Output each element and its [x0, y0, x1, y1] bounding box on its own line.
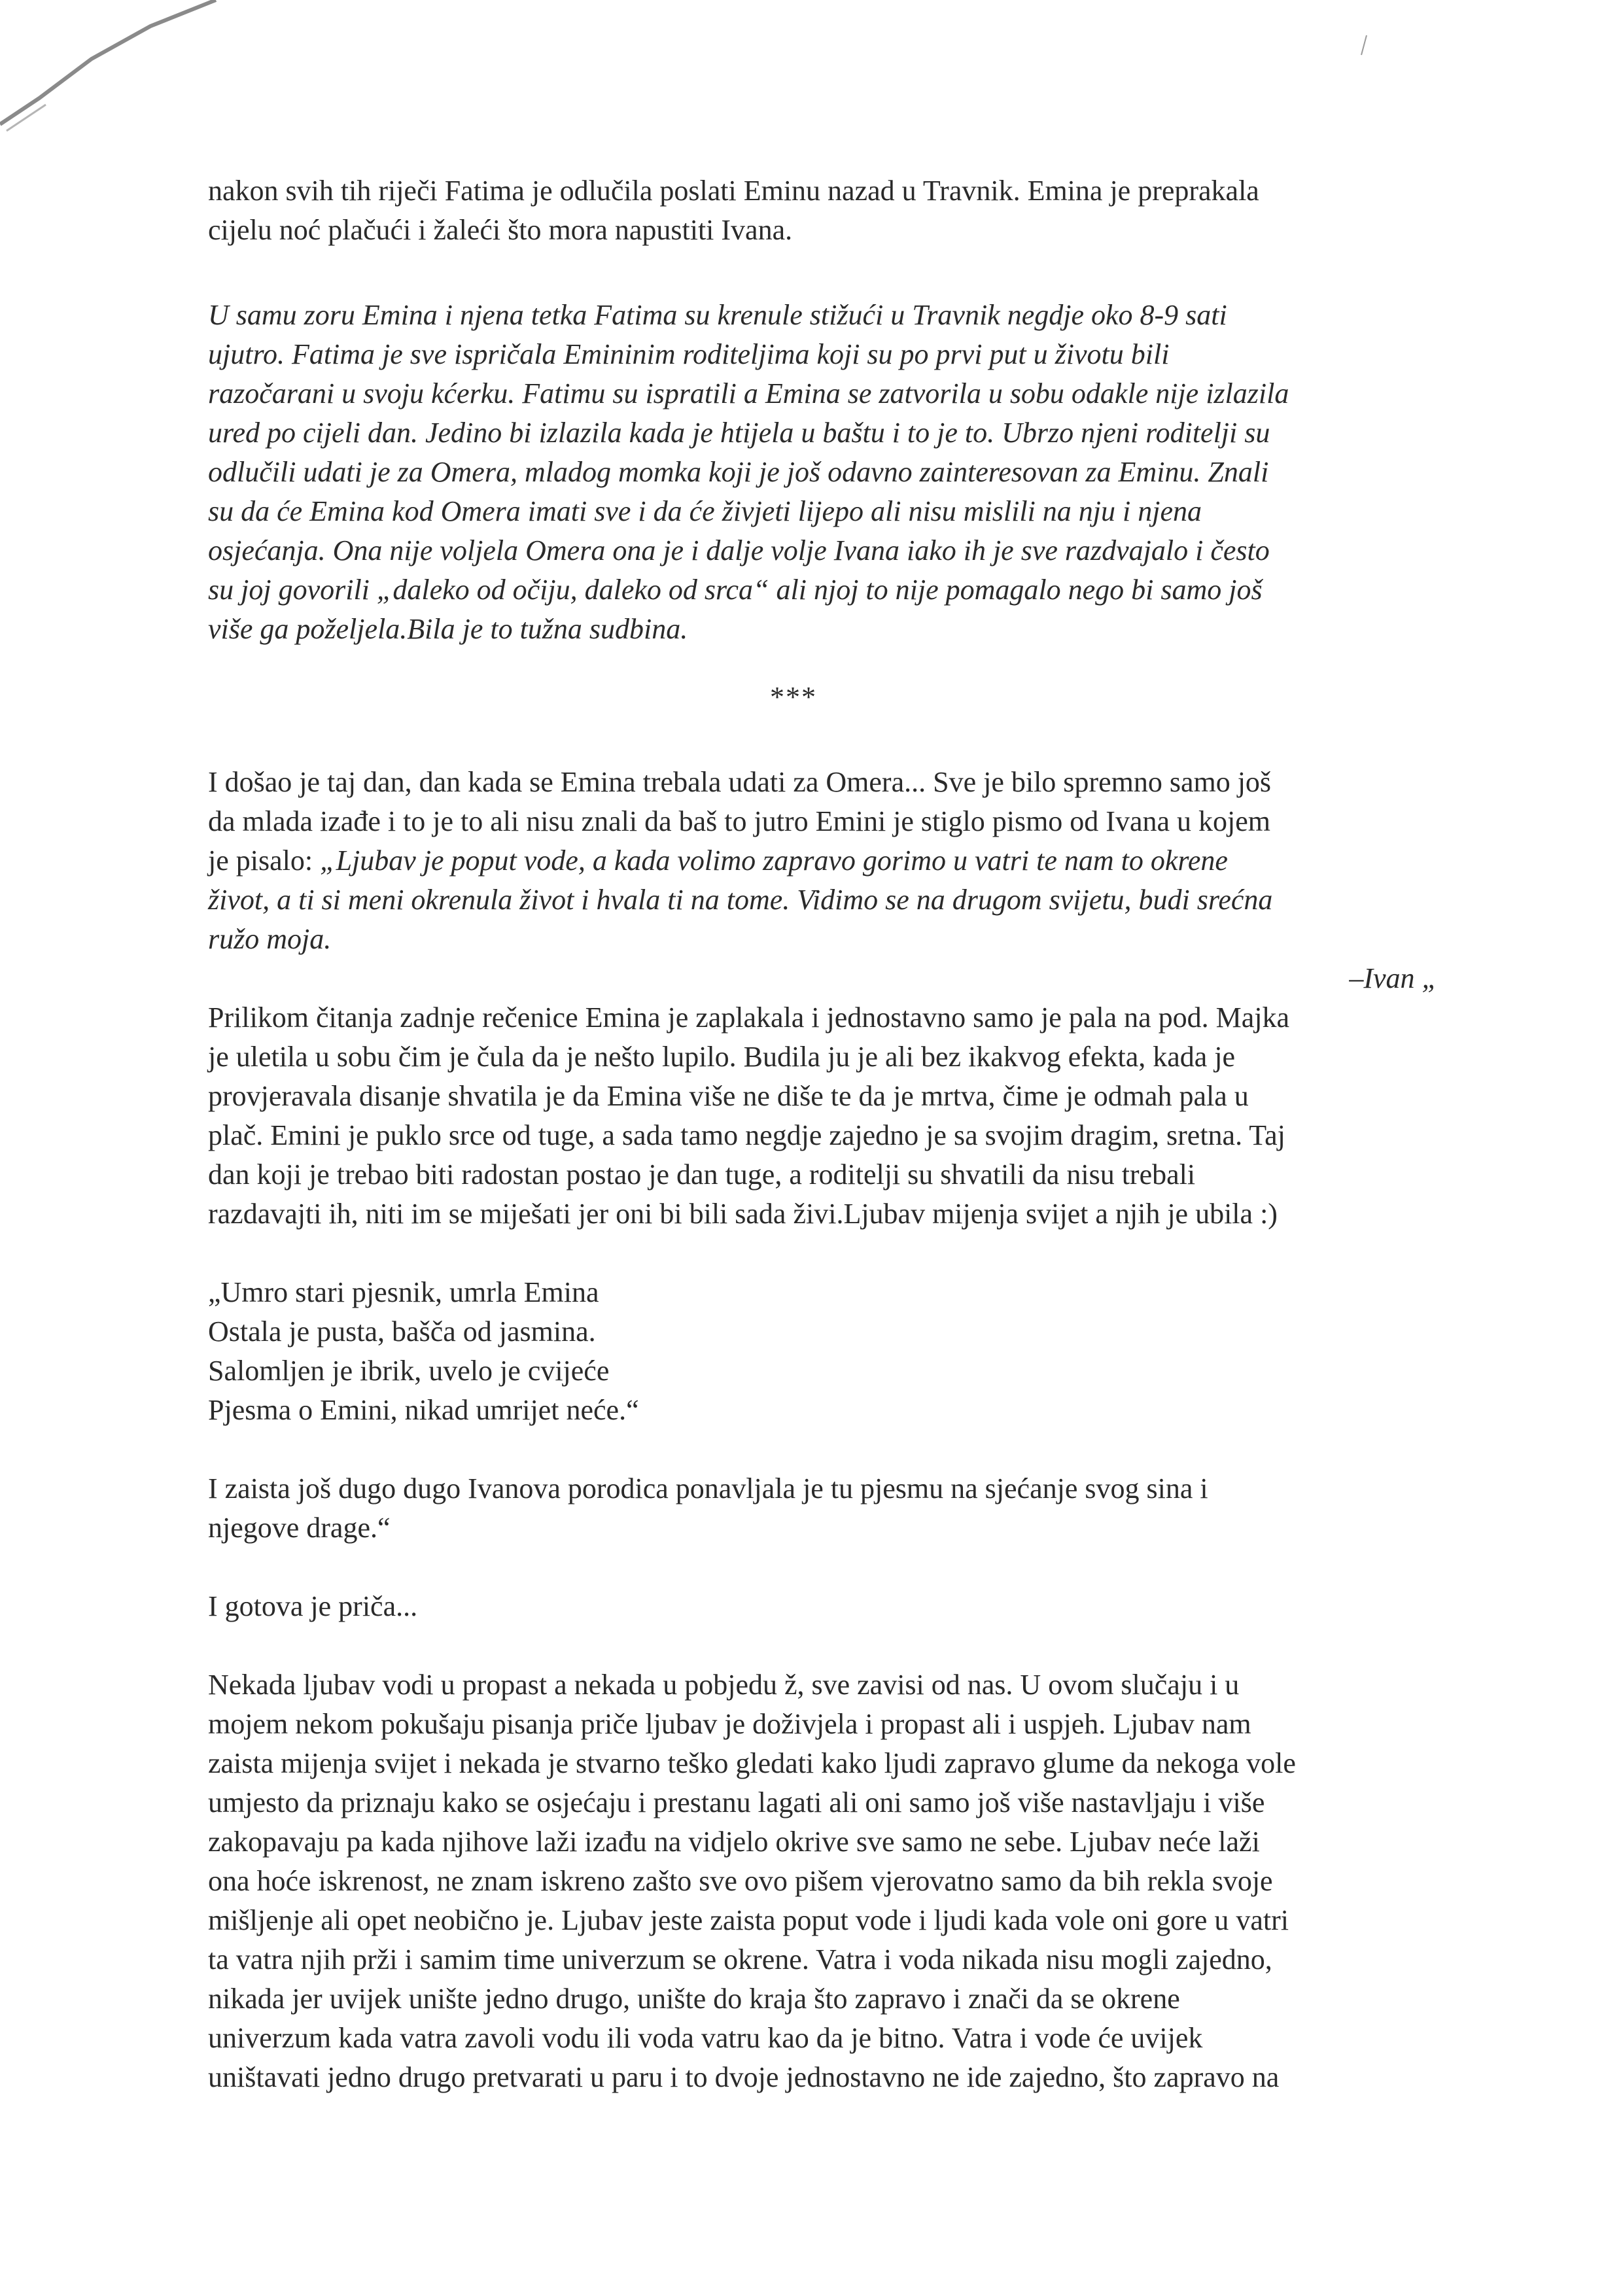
paragraph-3-intro: I došao je taj dan, dan kada se Emina trebala udati za Omera... Sve je bilo spremno samo još da mlada izađe i to je to ali nisu znali da baš to jutro Emini je stiglo pismo od Ivana u kojem je pisalo:	[208, 766, 1272, 877]
letter-quote: „Ljubav je poput vode, a kada volimo zapravo gorimo u vatri te nam to okrene život, a ti si meni okrenula život i hvala ti na tome. Vidimo se na drugom svijetu, budi srećna ružo moja.	[208, 844, 1273, 955]
spacer	[208, 649, 1438, 678]
spacer	[208, 1626, 1438, 1665]
paragraph-5: I zaista još dugo dugo Ivanova porodica ponavljala je tu pjesmu na sjećanje svog sina i njegove drage.“	[208, 1472, 1208, 1544]
spacer	[208, 717, 1438, 763]
document-body	[208, 171, 1438, 2097]
spacer	[208, 1430, 1438, 1469]
spacer	[208, 250, 1438, 296]
section-separator: ***	[770, 681, 817, 713]
spacer	[208, 1234, 1438, 1273]
pencil-mark-icon	[1357, 33, 1370, 59]
paragraph-4: Prilikom čitanja zadnje rečenice Emina je zaplakala i jednostavno samo je pala na pod. Majka je uletila u sobu čim je čula da je nešto lupilo. Budila ju je ali bez ikakvog efekta, kada je provjeravala disanje shvatila je da Emina više ne diše te da je mrtva, čime je odmah pala u plač. Emini je puklo srce od tuge, a sada tamo negdje zajedno je sa svojim dragim, sretna. Taj dan koji je trebao biti radostan postao je dan tuge, a roditelji su shvatili da nisu trebali razdavajti ih, niti im se miješati jer oni bi bili sada živi.Ljubav mijenja svijet a njih je ubila :)	[208, 1001, 1290, 1230]
poem: „Umro stari pjesnik, umrla Emina Ostala je pusta, bašča od jasmina. Salomljen je ibrik, uvelo je cvijeće Pjesma o Emini, nikad umrijet neće.“	[208, 1276, 639, 1426]
paragraph-1: nakon svih tih riječi Fatima je odlučila poslati Eminu nazad u Travnik. Emina je preprakala cijelu noć plačući i žaleći što mora napustiti Ivana.	[208, 175, 1259, 246]
spacer	[208, 1548, 1438, 1587]
letter-signature: –Ivan „	[1349, 962, 1438, 994]
paragraph-6: I gotova je priča...	[208, 1590, 418, 1622]
paragraph-3	[208, 763, 1438, 959]
scan-edge-line-icon	[0, 0, 275, 157]
paragraph-7: Nekada ljubav vodi u propast a nekada u pobjedu ž, sve zavisi od nas. U ovom slučaju i u mojem nekom pokušaju pisanja priče ljubav je doživjela i propast ali i uspjeh. Ljubav nam zaista mijenja svijet i nekada je stvarno teško gledati kako ljudi zapravo glume da nekoga vole umjesto da priznaju kako se osjećaju i prestanu lagati ali oni samo još više nastavljaju i više zakopavaju pa kada njihove laži izađu na vidjelo okrive sve samo ne sebe. Ljubav neće laži ona hoće iskrenost, ne znam iskreno zašto sve ovo pišem vjerovatno samo da bih rekla svoje mišljenje ali opet neobično je. Ljubav jeste zaista poput vode i ljudi kada vole oni gore u vatri ta vatra njih prži i samim time univerzum se okrene. Vatra i voda nikada nisu mogli zajedno, nikada jer uvijek unište jedno drugo, unište do kraja što zapravo i znači da se okrene univerzum kada vatra zavoli vodu ili voda vatru kao da je bitno. Vatra i vode će uvijek uništavati jedno drugo pretvarati u paru i to dvoje jednostavno ne ide zajedno, što zapravo na	[208, 1669, 1296, 2093]
paragraph-2: U samu zoru Emina i njena tetka Fatima su krenule stižući u Travnik negdje oko 8-9 sati ujutro. Fatima je sve ispričala Emininim roditeljima koji su po prvi put u životu bili razočarani u svoju kćerku. Fatimu su ispratili a Emina se zatvorila u sobu odakle nije izlazila ured po cijeli dan. Jedino bi izlazila kada je htijela u baštu i to je to. Ubrzo njeni roditelji su odlučili udati je za Omera, mladog momka koji je još odavno zainteresovan za Eminu. Znali su da će Emina kod Omera imati sve i da će živjeti lijepo ali nisu mislili na nju i njena osjećanja. Ona nije voljela Omera ona je i dalje volje Ivana iako ih je sve razdvajalo i često su joj govorili „daleko od očiju, daleko od srca“ ali njoj to nije pomagalo nego bi samo još više ga poželjela.Bila je to tužna sudbina.	[208, 299, 1289, 645]
